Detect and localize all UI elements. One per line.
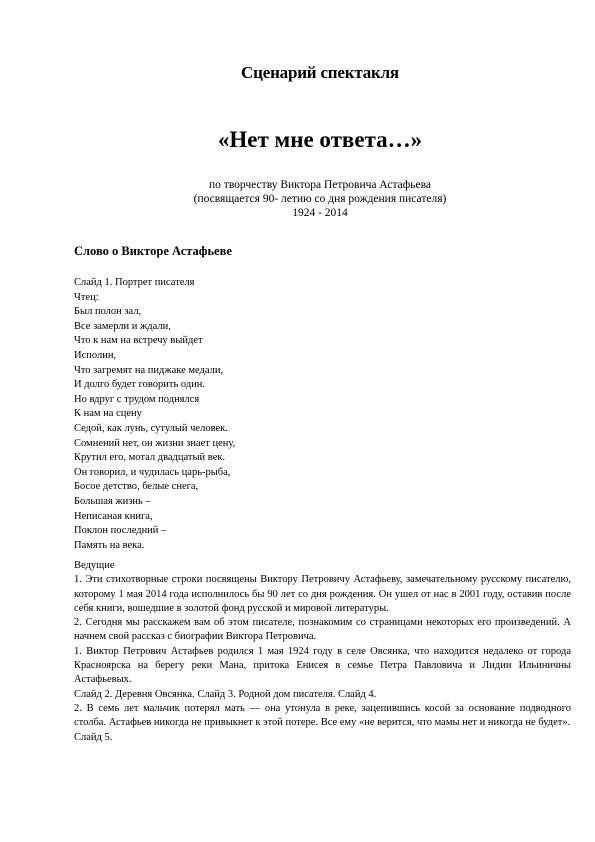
poem-line: Босое детство, белые снега, xyxy=(74,481,199,493)
paragraph: 2. Сегодня мы расскажем вам об этом писателе, познакомим со страницами некоторых его произведений. А начнем свой рассказ с биографии Виктора Петровича. xyxy=(74,617,571,643)
subtitle-line: 1924 - 2014 xyxy=(292,207,348,219)
poem-line: Поклон последний – xyxy=(74,525,167,537)
poem-block xyxy=(74,276,235,553)
poem-line: Большая жизнь – xyxy=(74,495,151,507)
poem-line: К нам на сцену xyxy=(74,408,142,420)
poem-line: Память на века. xyxy=(74,539,145,551)
subtitle-block xyxy=(0,178,595,220)
paragraph: 2. В семь лет мальчик потерял мать — она утонула в реке, зацепившись косой за основание подводного столба. Астафьев никогда не привыкнет к этой потере. Все ему «не верится, что мамы нет и никогда не будет». xyxy=(74,702,571,729)
poem-line: Что к нам на встречу выйдет xyxy=(74,335,203,347)
poem-line: Все замерли и ждали, xyxy=(74,320,171,332)
paragraph: Слайд 2. Деревня Овсянка. Слайд 3. Родной дом писателя. Слайд 4. xyxy=(74,688,377,700)
poem-line: Слайд 1. Портрет писателя xyxy=(74,277,195,288)
poem-line: Чтец: xyxy=(74,291,99,303)
poem-line: Неписаная книга, xyxy=(74,510,153,522)
subtitle-line: по творчеству Виктора Петровича Астафьева xyxy=(209,179,431,191)
script-heading: Сценарий спектакля xyxy=(241,63,399,82)
poem-line: Что загремят на пиджаке медали, xyxy=(74,364,224,376)
poem-line: Крутил его, мотал двадцатый век. xyxy=(74,452,226,464)
poem-line: Седой, как лунь, сутулый человек. xyxy=(74,422,228,434)
speakers-label: Ведущие xyxy=(74,560,115,571)
paragraph: 1. Эти стихотворные строки посвящены Виктору Петровичу Астафьеву, замечательному русскому писателю, которому 1 мая 2014 года исполнилось бы 90 лет со дня рождения. Он ушел от нас в 2001 году, оставив после себя книги, вошедшие в золотой фонд русской и мировой литературы. xyxy=(74,574,571,614)
body-text xyxy=(74,559,571,745)
paragraph: 1. Виктор Петрович Астафьев родился 1 мая 1924 году в селе Овсянка, что находится недалеко от города Красноярска на берегу реки Мана, притока Енисея в семье Петра Павловича и Лидии Ильиничны Астафьевых. xyxy=(74,645,571,686)
poem-line: Он говорил, и чудилась царь-рыба, xyxy=(74,466,231,478)
poem-line: Сомнений нет, он жизни знает цену, xyxy=(74,437,236,449)
poem-line: Исполин, xyxy=(74,349,117,361)
paragraphs-container xyxy=(74,573,571,745)
play-title: «Нет мне ответа…» xyxy=(217,127,423,152)
poem-line: Был полон зал, xyxy=(74,306,142,318)
poem-line: И долго будет говорить один. xyxy=(74,379,206,391)
section-title: Слово о Викторе Астафьеве xyxy=(74,244,232,258)
paragraph: Слайд 5. xyxy=(74,731,113,743)
poem-line: Но вдруг с трудом поднялся xyxy=(74,393,200,405)
subtitle-line: (посвящается 90- летию со дня рождения писателя) xyxy=(193,193,447,205)
